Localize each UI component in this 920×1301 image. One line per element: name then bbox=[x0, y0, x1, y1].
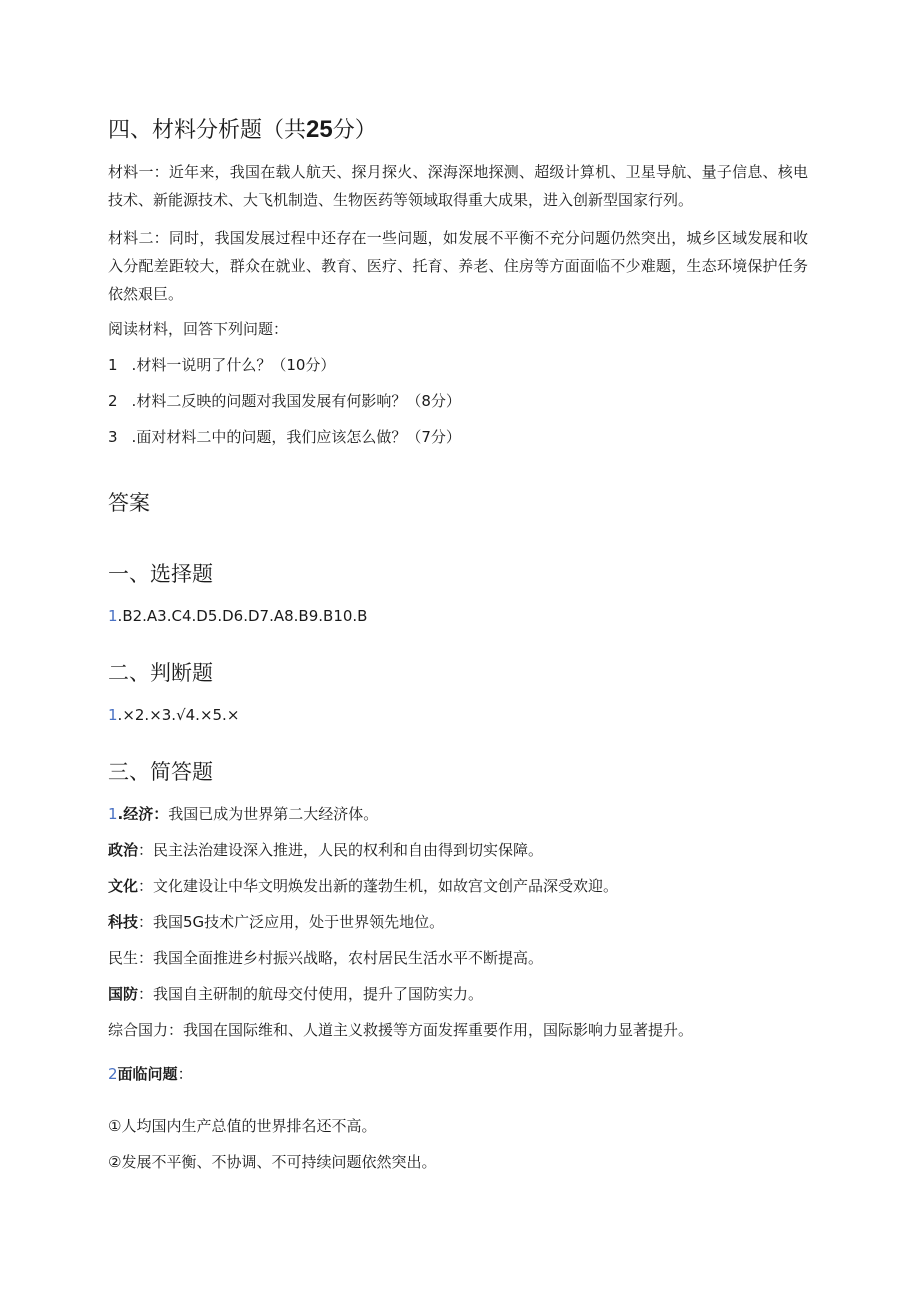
problems-label: 面临问题 bbox=[117, 1065, 178, 1083]
question-3 bbox=[108, 423, 461, 451]
defense-label: 国防 bbox=[108, 985, 139, 1003]
choice-section-title: 一、选择题 bbox=[108, 562, 213, 586]
question-text: .材料一说明了什么？（10分） bbox=[131, 356, 336, 374]
section4-title-suffix: 分） bbox=[332, 118, 377, 143]
section4-title bbox=[108, 116, 377, 145]
question-text: .材料二反映的问题对我国发展有何影响？（8分） bbox=[131, 392, 461, 410]
politics-text: ：民主法治建设深入推进，人民的权利和自由得到切实保障。 bbox=[138, 841, 544, 859]
defense-text: ：我国自主研制的航母交付使用，提升了国防实力。 bbox=[138, 985, 484, 1003]
answer-problems-heading bbox=[108, 1060, 193, 1088]
judge-section-title: 二、判断题 bbox=[108, 661, 213, 685]
tech-text: ：我国5G技术广泛应用，处于世界领先地位。 bbox=[138, 913, 445, 931]
answer-number: 1 bbox=[108, 805, 118, 823]
answer-number: 1 bbox=[108, 706, 118, 724]
problem-item-2: ②发展不平衡、不协调、不可持续问题依然突出。 bbox=[108, 1153, 437, 1171]
answer-culture bbox=[108, 872, 618, 900]
material-two: 材料二：同时，我国发展过程中还存在一些问题，如发展不平衡不充分问题仍然突出，城乡区域发展和收入分配差距较大，群众在就业、教育、医疗、托育、养老、住房等方面面临不少难题，生态环境保护任务依然艰巨。 bbox=[108, 229, 808, 303]
question-1 bbox=[108, 351, 335, 379]
culture-label: 文化 bbox=[108, 877, 139, 895]
answer-number: 1 bbox=[108, 607, 118, 625]
tech-label: 科技 bbox=[108, 913, 139, 931]
answer-economy bbox=[108, 800, 378, 828]
answer-livelihood: 民生：我国全面推进乡村振兴战略，农村居民生活水平不断提高。 bbox=[108, 949, 544, 967]
answer-tech bbox=[108, 908, 444, 936]
problem-item-1: ①人均国内生产总值的世界排名还不高。 bbox=[108, 1117, 377, 1135]
answer-text: .B2.A3.C4.D5.D6.D7.A8.B9.B10.B bbox=[117, 607, 368, 625]
answers-title: 答案 bbox=[108, 491, 150, 515]
short-answer-section-title: 三、简答题 bbox=[108, 760, 213, 784]
question-number: 1 bbox=[108, 356, 118, 374]
reading-prompt: 阅读材料，回答下列问题： bbox=[108, 320, 289, 338]
economy-label: .经济： bbox=[117, 805, 169, 823]
politics-label: 政治 bbox=[108, 841, 139, 859]
culture-text: ：文化建设让中华文明焕发出新的蓬勃生机，如故宫文创产品深受欢迎。 bbox=[138, 877, 619, 895]
question-number: 3 bbox=[108, 428, 118, 446]
material-one: 材料一：近年来，我国在载人航天、探月探火、深海深地探测、超级计算机、卫星导航、量子信息、核电技术、新能源技术、大飞机制造、生物医药等领域取得重大成果，进入创新型国家行列。 bbox=[108, 163, 808, 209]
judge-answers bbox=[108, 701, 239, 729]
choice-answers bbox=[108, 602, 367, 630]
question-number: 2 bbox=[108, 392, 118, 410]
question-2 bbox=[108, 387, 461, 415]
answer-politics bbox=[108, 836, 543, 864]
section4-title-score: 25 bbox=[306, 116, 333, 143]
answer-defense bbox=[108, 980, 483, 1008]
answer-national-power: 综合国力：我国在国际维和、人道主义救援等方面发挥重要作用，国际影响力显著提升。 bbox=[108, 1021, 694, 1039]
economy-text: 我国已成为世界第二大经济体。 bbox=[168, 805, 379, 823]
answer-text: .×2.×3.√4.×5.× bbox=[117, 706, 240, 724]
answer-number: 2 bbox=[108, 1065, 118, 1083]
section4-title-prefix: 四、材料分析题（共 bbox=[108, 118, 307, 143]
question-text: .面对材料二中的问题，我们应该怎么做？（7分） bbox=[131, 428, 461, 446]
problems-colon: ： bbox=[177, 1065, 193, 1083]
